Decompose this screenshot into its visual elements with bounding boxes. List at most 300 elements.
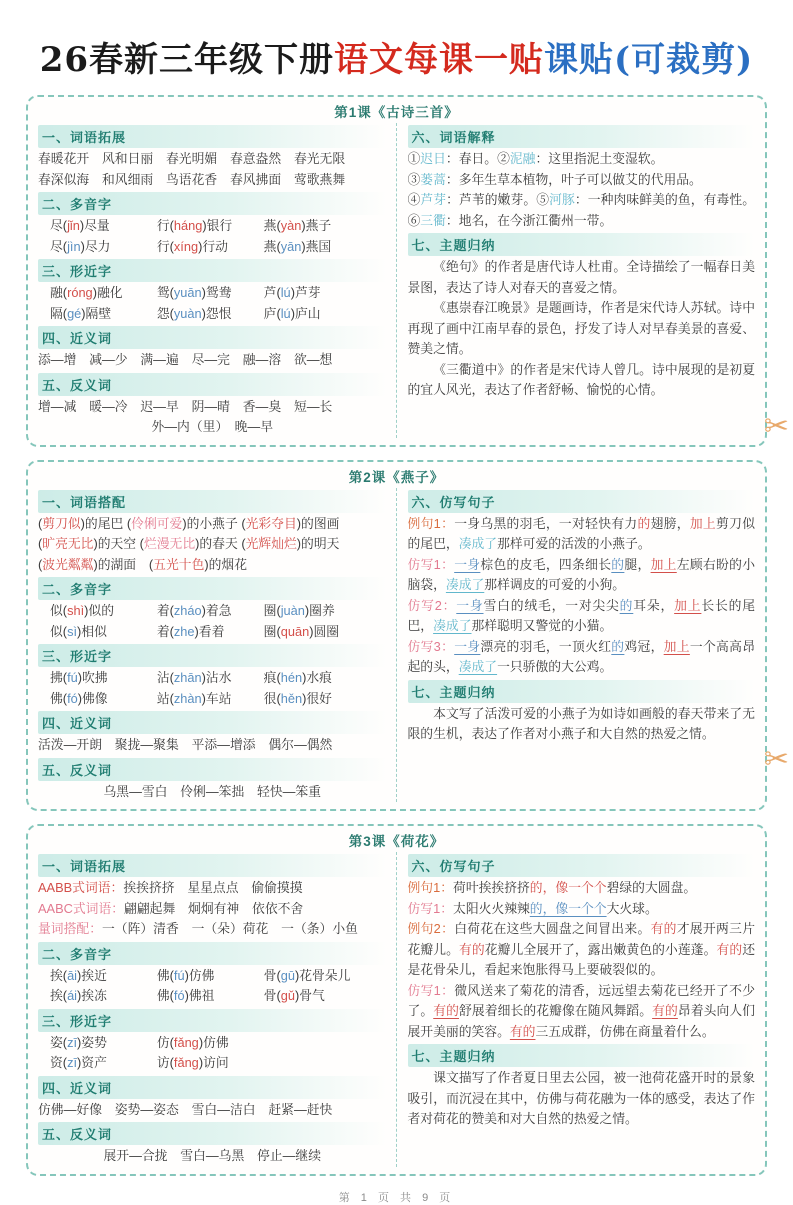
text-segment: 凑成了 xyxy=(458,659,498,674)
text-line xyxy=(408,899,756,920)
text-line xyxy=(408,878,756,899)
text-segment: róng xyxy=(67,285,93,300)
section-title: 三、形近字 xyxy=(38,644,387,667)
word-entry xyxy=(50,283,157,304)
text-line xyxy=(38,304,387,325)
text-segment: 挨( xyxy=(50,967,68,983)
word-entry xyxy=(50,1033,157,1054)
lesson-card xyxy=(26,460,767,812)
section-title: 五、反义词 xyxy=(38,758,387,781)
text-line xyxy=(38,966,387,987)
text-line xyxy=(408,149,756,170)
text-line xyxy=(408,1068,756,1130)
text-segment: shì xyxy=(67,603,85,618)
text-segment: 五光十色 xyxy=(153,556,205,572)
section-title: 二、多音字 xyxy=(38,577,387,600)
text-segment: fǎng xyxy=(173,1034,199,1050)
text-segment: 有的 xyxy=(433,1003,459,1018)
text-segment: )的湖面 ( xyxy=(93,556,154,572)
text-segment: )仿佛 xyxy=(184,967,215,983)
word-entry xyxy=(50,1053,157,1074)
text-segment: 太阳火火辣辣 xyxy=(453,900,530,916)
text-segment: 拂( xyxy=(50,670,68,685)
word-entry xyxy=(50,966,157,987)
text-segment: 佛( xyxy=(156,967,174,983)
text-segment: 姿( xyxy=(50,1034,68,1050)
section-title: 六、词语解释 xyxy=(408,125,756,148)
text-line xyxy=(38,878,387,899)
text-segment: ( xyxy=(38,556,43,572)
text-segment: 着( xyxy=(156,623,174,639)
text-segment: 加上 xyxy=(650,556,677,572)
text-segment: 《三衢道中》的作者是宋代诗人曾几。诗中展现的是初夏的宜人风光，表达了作者舒畅、愉悦的心情。 xyxy=(407,361,755,397)
word-entry xyxy=(157,668,264,689)
card-columns xyxy=(38,852,755,1167)
text-segment: 凑成了 xyxy=(433,618,472,633)
text-segment: 尽( xyxy=(50,238,68,254)
text-segment: ③ xyxy=(407,171,421,187)
text-segment: )沾水 xyxy=(201,670,232,685)
page-number: 第 1 页 共 9 页 xyxy=(338,1191,455,1204)
text-segment: 的 xyxy=(619,597,634,613)
text-segment: yuàn xyxy=(173,305,202,321)
text-segment: )吹拂 xyxy=(77,670,108,685)
text-segment: 活泼—开朗 聚拢—聚集 平添—增添 偶尔—偶然 xyxy=(38,737,333,752)
scissors-icon: ✂ xyxy=(763,410,789,443)
text-segment: 很( xyxy=(263,690,281,706)
text-segment: ：这里指泥土变湿软。 xyxy=(535,151,664,166)
text-segment: 春暖花开 风和日丽 春光明媚 春意盎然 春光无限 xyxy=(38,151,346,166)
text-segment: 波光粼粼 xyxy=(42,556,94,572)
text-line xyxy=(408,514,756,555)
text-segment: 仿( xyxy=(156,1034,174,1050)
text-line xyxy=(38,1100,387,1121)
text-segment: )的尾巴 ( xyxy=(80,515,132,531)
text-segment: 一身 xyxy=(454,556,481,572)
text-line xyxy=(38,350,387,371)
text-line xyxy=(408,257,756,298)
word-entry xyxy=(264,689,387,710)
text-segment: )仿佛 xyxy=(198,1034,229,1050)
text-segment: 怨( xyxy=(156,305,174,321)
text-segment: 光辉灿烂 xyxy=(245,536,297,551)
text-segment: )隔壁 xyxy=(81,305,112,321)
text-segment: 微风送来了菊花的清香，远远望去菊花已经开了不少了。 xyxy=(407,982,755,1018)
text-segment: 例句1： xyxy=(407,515,455,531)
text-line xyxy=(408,919,756,981)
word-entry xyxy=(50,216,157,237)
card-column xyxy=(38,488,397,803)
text-segment: 展开—合拢 雪白—乌黑 停止—继续 xyxy=(103,1148,322,1163)
text-segment: 左顾右盼的小脑袋， xyxy=(407,556,756,592)
text-line xyxy=(408,190,756,231)
card-column xyxy=(397,488,756,803)
card-column xyxy=(38,852,397,1167)
section-title: 二、多音字 xyxy=(38,192,387,215)
text-segment: 迟日 xyxy=(420,151,446,166)
text-segment: 光彩夺目 xyxy=(245,515,297,531)
text-segment: jìn xyxy=(67,238,81,254)
text-line xyxy=(38,986,387,1007)
text-segment: 似( xyxy=(50,623,68,639)
text-segment: 一身 xyxy=(456,597,484,613)
word-entry xyxy=(50,304,157,325)
text-segment: )访问 xyxy=(198,1055,229,1070)
text-segment: )银行 xyxy=(202,218,233,233)
text-line xyxy=(38,397,387,418)
card-columns xyxy=(38,123,755,438)
text-segment: 有的 xyxy=(509,1023,536,1039)
text-segment: 增—减 暖—冷 迟—早 阴—晴 香—臭 短—长 xyxy=(38,398,333,414)
section-title: 四、近义词 xyxy=(38,326,387,349)
text-line xyxy=(38,919,387,940)
text-line xyxy=(38,622,387,643)
text-segment: zhān xyxy=(173,670,202,685)
text-segment: gé xyxy=(67,305,82,321)
text-segment: 燕( xyxy=(263,218,281,233)
word-entry xyxy=(264,237,387,258)
text-segment: 有的 xyxy=(652,1003,678,1018)
text-segment: ( xyxy=(38,515,43,531)
text-segment: xíng xyxy=(173,238,199,254)
text-segment: 才展开两三片花瓣儿。 xyxy=(407,921,756,957)
section-title: 三、形近字 xyxy=(38,1009,387,1032)
text-line xyxy=(38,237,387,258)
text-segment: 加上 xyxy=(663,638,690,654)
text-segment: fǎng xyxy=(173,1055,199,1070)
text-segment: )挨近 xyxy=(77,967,107,983)
text-line xyxy=(38,555,387,576)
text-segment: 的 xyxy=(611,556,625,572)
text-line xyxy=(38,283,387,304)
word-entry xyxy=(264,966,387,987)
section-title: 三、形近字 xyxy=(38,259,387,282)
text-segment: )车站 xyxy=(201,690,232,706)
text-segment: zhe xyxy=(173,623,195,639)
text-segment: 尽( xyxy=(50,218,68,233)
text-segment: 痕( xyxy=(263,670,281,685)
text-segment: ① xyxy=(407,151,421,166)
word-entry xyxy=(157,966,264,987)
text-segment: 的，像一个个 xyxy=(529,880,607,895)
text-segment: zī xyxy=(67,1034,78,1050)
text-segment: 一（阵）清香 一（朵）荷花 一（条）小鱼 xyxy=(101,921,358,936)
text-segment: 春深似海 和风细雨 鸟语花香 春风拂面 莺歌燕舞 xyxy=(38,171,346,187)
text-segment: lú xyxy=(280,285,291,300)
page-title xyxy=(26,32,767,81)
text-segment: 隔( xyxy=(50,305,68,321)
word-entry xyxy=(157,237,264,258)
text-segment: 荷叶挨挨挤挤 xyxy=(453,880,530,895)
text-segment: 一身 xyxy=(454,638,481,654)
word-entry xyxy=(264,304,387,325)
text-segment: 佛( xyxy=(156,988,174,1003)
text-segment: 外—内（里） 晚—早 xyxy=(151,419,274,434)
text-line xyxy=(408,637,756,678)
text-line xyxy=(38,149,387,170)
card-column xyxy=(397,852,756,1167)
word-entry xyxy=(50,622,157,643)
text-line xyxy=(408,360,756,401)
text-line xyxy=(38,601,387,622)
text-segment: 芦( xyxy=(263,285,281,300)
word-entry xyxy=(264,1033,387,1054)
text-segment: 有的 xyxy=(650,921,677,936)
text-segment: AABB式词语： xyxy=(38,880,124,895)
text-segment: ：地名，在今浙江衢州一带。 xyxy=(445,212,613,228)
text-line xyxy=(38,1053,387,1074)
text-line xyxy=(38,1146,387,1167)
text-segment: 加上 xyxy=(689,515,717,531)
text-segment: 加上 xyxy=(674,597,702,613)
text-segment: 仿写1： xyxy=(407,900,454,916)
word-entry xyxy=(50,601,157,622)
text-segment: 访( xyxy=(156,1055,174,1070)
text-segment: 行( xyxy=(156,218,174,233)
section-title: 七、主题归纳 xyxy=(408,1044,756,1067)
text-segment: juàn xyxy=(280,603,305,618)
text-segment: 鸳( xyxy=(156,285,174,300)
text-segment: 白荷花在这些大圆盘之间冒出来。 xyxy=(454,921,651,936)
text-segment: )看着 xyxy=(194,623,225,639)
text-segment: 的 xyxy=(611,638,625,654)
text-segment: 挨( xyxy=(50,988,68,1003)
text-segment: ：春日。② xyxy=(445,151,510,166)
text-segment: ( xyxy=(38,536,43,551)
text-segment: yàn xyxy=(280,218,302,233)
text-segment: 圈( xyxy=(263,603,281,618)
text-segment: 大火球。 xyxy=(606,900,658,916)
text-segment: 庐( xyxy=(263,305,281,321)
text-segment: 翩翩起舞 炯炯有神 依依不舍 xyxy=(124,900,304,916)
text-segment: 那样调皮的可爱的小狗。 xyxy=(484,577,626,592)
text-segment: zhàn xyxy=(173,690,202,706)
text-segment: 耳朵， xyxy=(633,597,675,613)
text-segment: 河豚 xyxy=(549,192,575,207)
word-entry xyxy=(264,216,387,237)
text-segment: yuān xyxy=(173,285,202,300)
text-line xyxy=(408,596,756,637)
text-segment: )的春天 ( xyxy=(195,536,246,551)
section-title: 四、近义词 xyxy=(38,711,387,734)
word-entry xyxy=(157,1033,264,1054)
word-entry xyxy=(157,689,264,710)
text-segment: )相似 xyxy=(77,623,107,639)
text-segment: )燕子 xyxy=(301,218,332,233)
text-segment: 仿写1： xyxy=(407,982,455,998)
text-segment: 沾( xyxy=(156,670,174,685)
text-line xyxy=(38,514,387,535)
text-segment: fú xyxy=(173,967,185,983)
text-segment: 剪刀似 xyxy=(42,515,81,531)
text-segment: 例句2： xyxy=(407,921,455,936)
text-segment: 碧绿的大圆盘。 xyxy=(606,880,697,895)
text-segment: 芦芽 xyxy=(420,192,447,207)
text-segment: fó xyxy=(67,690,78,706)
word-entry xyxy=(157,601,264,622)
word-entry xyxy=(50,689,157,710)
text-segment: 棕色的皮毛，四条细长 xyxy=(480,556,612,572)
text-segment: 那样可爱的活泼的小燕子。 xyxy=(497,536,651,551)
word-entry xyxy=(264,1053,387,1074)
text-segment: 长长的尾巴， xyxy=(407,597,756,633)
text-line xyxy=(38,1033,387,1054)
text-segment: 行( xyxy=(156,238,174,254)
text-segment: 资( xyxy=(50,1055,68,1070)
card-columns xyxy=(38,488,755,803)
text-segment: 剪刀似的尾巴， xyxy=(407,515,756,551)
text-segment: sì xyxy=(67,623,78,639)
text-segment: 圈( xyxy=(263,623,281,639)
text-segment: )骨气 xyxy=(294,988,325,1003)
section-title: 六、仿写句子 xyxy=(408,854,756,877)
word-entry xyxy=(50,668,157,689)
text-segment: )很好 xyxy=(302,690,332,706)
text-segment: jǐn xyxy=(67,218,80,233)
text-segment: )芦芽 xyxy=(290,285,321,300)
text-segment: 腿， xyxy=(624,556,651,572)
text-line xyxy=(38,417,387,438)
text-segment: 《惠崇春江晚景》是题画诗，作者是宋代诗人苏轼。诗中再现了画中江南早春的景色，抒发了诗人对早春美景的喜爱、赞美之情。 xyxy=(407,300,755,356)
text-segment: 有的 xyxy=(459,941,485,957)
section-title: 六、仿写句子 xyxy=(408,490,756,513)
text-segment: 的，像一个个 xyxy=(529,900,607,916)
text-segment: 添—增 减—少 满—遍 尽—完 融—溶 欲—想 xyxy=(38,352,333,367)
text-segment: )燕国 xyxy=(301,238,332,254)
text-segment: ④ xyxy=(407,192,421,207)
text-line xyxy=(408,298,756,360)
section-title: 一、词语拓展 xyxy=(38,125,387,148)
word-entry xyxy=(157,986,264,1007)
text-segment: )水痕 xyxy=(302,670,332,685)
text-segment: 仿写1： xyxy=(407,556,455,572)
card-column xyxy=(397,123,756,438)
text-line xyxy=(408,555,756,596)
text-segment: 花瓣儿全展开了，露出嫩黄色的小莲蓬。 xyxy=(484,941,717,957)
section-title: 五、反义词 xyxy=(38,373,387,396)
text-segment: 伶俐可爱 xyxy=(131,515,183,531)
text-segment: 似( xyxy=(50,603,68,618)
text-segment: )的烟花 xyxy=(204,556,248,572)
text-segment: )挨冻 xyxy=(77,988,107,1003)
word-entry xyxy=(264,622,387,643)
text-segment: 泥融 xyxy=(509,151,536,166)
word-entry xyxy=(50,986,157,1007)
text-segment: quān xyxy=(280,623,310,639)
text-segment: 燕( xyxy=(263,238,281,254)
text-segment: 例句1： xyxy=(407,880,454,895)
text-segment: )的小燕子 ( xyxy=(182,515,246,531)
card-title: 第1课《古诗三首》 xyxy=(334,105,459,120)
scissors-icon: ✂ xyxy=(763,743,789,776)
title-part-red: 语文每课一贴 xyxy=(334,40,545,80)
text-segment: 有的 xyxy=(716,941,743,957)
text-segment: ái xyxy=(67,988,78,1003)
text-segment: fó xyxy=(173,988,185,1003)
text-segment: 的 xyxy=(637,515,651,531)
text-segment: 蒌蒿 xyxy=(420,171,446,187)
card-column xyxy=(38,123,397,438)
text-segment: )尽力 xyxy=(80,238,111,254)
section-title: 一、词语搭配 xyxy=(38,490,387,513)
text-segment: )融化 xyxy=(92,285,123,300)
text-line xyxy=(38,170,387,191)
text-segment: 那样聪明又警觉的小猫。 xyxy=(471,618,613,633)
text-segment: 三衢 xyxy=(420,212,446,228)
text-segment: yān xyxy=(280,238,302,254)
word-entry xyxy=(264,601,387,622)
title-part-black: 26春新三年级下册 xyxy=(39,40,335,80)
lesson-card xyxy=(26,95,767,447)
text-segment: )似的 xyxy=(84,603,114,618)
text-segment: 漂亮的羽毛，一顶火红 xyxy=(480,638,612,654)
text-segment: 佛( xyxy=(50,690,68,706)
text-segment: 一个高高昂起的头， xyxy=(407,638,756,674)
text-segment: āi xyxy=(67,967,78,983)
text-segment: )行动 xyxy=(198,238,228,254)
text-segment: 舒展着细长的花瓣像在随风舞蹈。 xyxy=(459,1003,653,1018)
text-segment: 仿写3： xyxy=(407,638,455,654)
text-segment: 骨( xyxy=(263,988,281,1003)
text-segment: )尽量 xyxy=(79,218,110,233)
text-segment: )花骨朵儿 xyxy=(294,967,351,983)
text-segment: )的明天 xyxy=(296,536,340,551)
text-segment: )鸳鸯 xyxy=(201,285,232,300)
text-segment: 站( xyxy=(156,690,174,706)
text-segment: 挨挨挤挤 星星点点 偷偷摸摸 xyxy=(123,880,303,895)
word-entry xyxy=(264,668,387,689)
text-segment: fú xyxy=(67,670,78,685)
text-segment: 骨( xyxy=(263,967,281,983)
word-entry xyxy=(157,1053,264,1074)
word-entry xyxy=(157,622,264,643)
word-entry xyxy=(157,283,264,304)
text-line xyxy=(408,981,756,1043)
section-title: 四、近义词 xyxy=(38,1076,387,1099)
text-line xyxy=(38,534,387,555)
text-line xyxy=(38,689,387,710)
text-segment: )着急 xyxy=(201,603,232,618)
text-segment: hěn xyxy=(280,690,303,706)
text-segment: )的天空 ( xyxy=(93,536,144,551)
text-segment: 融( xyxy=(50,285,68,300)
text-segment: 本文写了活泼可爱的小燕子为如诗如画般的春天带来了无限的生机，表达了作者对小燕子和大自然的热爱之情。 xyxy=(407,705,755,741)
text-segment: 翅膀， xyxy=(650,515,690,531)
text-line xyxy=(38,782,387,803)
text-segment: 仿写2： xyxy=(407,597,457,613)
text-segment: gǔ xyxy=(280,988,295,1003)
word-entry xyxy=(157,304,264,325)
word-entry xyxy=(264,283,387,304)
lesson-cards-container xyxy=(26,95,767,1176)
text-segment: 一只骄傲的大公鸡。 xyxy=(497,659,613,674)
text-line xyxy=(38,899,387,920)
section-title: 五、反义词 xyxy=(38,1122,387,1145)
text-segment: 凑成了 xyxy=(445,577,485,592)
text-segment: )圆圈 xyxy=(309,623,340,639)
text-segment: 三五成群，仿佛在商量着什么。 xyxy=(535,1023,715,1039)
text-segment: )怨恨 xyxy=(201,305,232,321)
text-line xyxy=(408,704,756,745)
text-line xyxy=(38,668,387,689)
lesson-card xyxy=(26,824,767,1176)
text-segment: 雪白的绒毛，一对尖尖 xyxy=(483,597,620,613)
text-segment: )佛像 xyxy=(77,690,108,706)
text-segment: )佛祖 xyxy=(184,988,215,1003)
text-segment: 《绝句》的作者是唐代诗人杜甫。全诗描绘了一幅春日美景图，表达了诗人对春天的喜爱之情。 xyxy=(407,259,755,295)
text-segment: 烂漫无比 xyxy=(143,536,196,551)
text-segment: 仿佛—好像 姿势—姿态 雪白—洁白 赶紧—赶快 xyxy=(38,1101,333,1117)
